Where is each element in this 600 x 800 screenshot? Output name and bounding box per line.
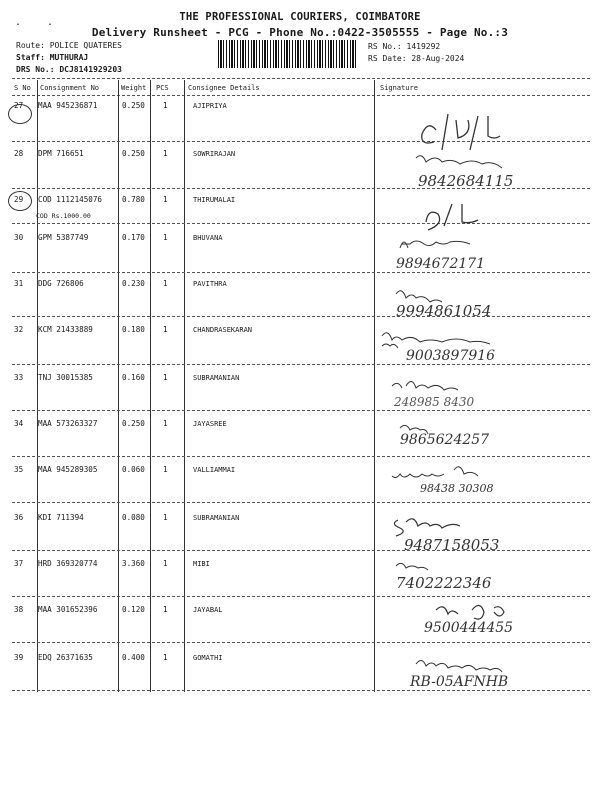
row-weight: 0.170 [122, 233, 145, 242]
svg-text:RB-05AFNHB: RB-05AFNHB [410, 674, 509, 690]
row-weight: 0.230 [122, 279, 145, 288]
route-text: Route: POLICE QUATERES [16, 41, 122, 50]
runsheet-subtitle: Delivery Runsheet - PCG - Phone No.:0422-3505555 - Page No.:3 [91, 26, 509, 39]
row-weight: 0.120 [122, 605, 145, 614]
row-pcs: 1 [163, 149, 168, 158]
row-consignment-no: EDQ 26371635 [38, 653, 93, 662]
row-consignment-no: MAA 573263327 [38, 419, 98, 428]
row-consignment-no: MAA 301652396 [38, 605, 98, 614]
row-pcs: 1 [163, 513, 168, 522]
row-pcs: 1 [163, 465, 168, 474]
col-divider [118, 80, 119, 692]
row-weight: 0.250 [122, 101, 145, 110]
row-sno: 36 [14, 513, 24, 522]
row-sno: 35 [14, 465, 24, 474]
col-sno-header: S No [14, 84, 31, 92]
svg-text:C/D/L: C/D/L [416, 158, 420, 159]
svg-text:9500444455: 9500444455 [424, 620, 514, 636]
svg-text:9487158053: 9487158053 [404, 536, 500, 554]
row-pcs: 1 [163, 419, 168, 428]
row-sno: 32 [14, 325, 24, 334]
row-cod-amount: COD Rs.1000.00 [36, 212, 91, 220]
svg-text:D/L: D/L [416, 248, 418, 249]
row-sno: 39 [14, 653, 24, 662]
row-consignment-no: HRD 369320774 [38, 559, 98, 568]
row-sno: 28 [14, 149, 24, 158]
row-pcs: 1 [163, 195, 168, 204]
row-weight: 0.060 [122, 465, 145, 474]
barcode-image [218, 40, 358, 68]
row-weight: 0.780 [122, 195, 145, 204]
scan-speck: . [15, 17, 22, 28]
row-pcs: 1 [163, 653, 168, 662]
row-consignee: VALLIAMMAI [193, 466, 236, 474]
col-pcs-header: PCS [156, 84, 169, 92]
row-sno: 30 [14, 233, 24, 242]
staff-text: Staff: MUTHURAJ [16, 53, 89, 62]
scan-speck: . [47, 17, 54, 28]
svg-text:7402222346: 7402222346 [396, 574, 492, 592]
row-consignment-no: KCM 21433889 [38, 325, 93, 334]
row-consignee: MIBI [193, 560, 210, 568]
row-consignee: JAYABAL [193, 606, 223, 614]
rs-number: RS No.: 1419292 [368, 42, 441, 51]
row-weight: 0.080 [122, 513, 145, 522]
row-weight: 0.400 [122, 653, 145, 662]
col-signature-header: Signature [380, 84, 418, 92]
col-divider [374, 80, 375, 692]
row-sno: 38 [14, 605, 24, 614]
rs-date: RS Date: 28-Aug-2024 [368, 54, 465, 63]
row-consignee: CHANDRASEKARAN [193, 326, 253, 334]
col-divider [184, 80, 185, 692]
row-consignment-no: KDI 711394 [38, 513, 84, 522]
row-consignee: SUBRAMANIAN [193, 514, 240, 522]
col-divider [150, 80, 151, 692]
row-pcs: 1 [163, 325, 168, 334]
row-consignment-no: DDG 726806 [38, 279, 84, 288]
row-consignment-no: MAA 945289305 [38, 465, 98, 474]
row-consignee: AJIPRIYA [193, 102, 227, 110]
svg-text:9865624257: 9865624257 [400, 432, 490, 448]
signature-row-39 [376, 648, 590, 712]
row-pcs: 1 [163, 605, 168, 614]
row-weight: 0.180 [122, 325, 145, 334]
row-pcs: 1 [163, 101, 168, 110]
svg-text:9994861054: 9994861054 [396, 302, 492, 320]
row-consignee: THIRUMALAI [193, 196, 236, 204]
row-weight: 0.250 [122, 419, 145, 428]
row-consignee: BHUVANA [193, 234, 223, 242]
row-consignment-no: TNJ 30015385 [38, 373, 93, 382]
row-weight: 3.360 [122, 559, 145, 568]
svg-text:98438 30308: 98438 30308 [420, 482, 494, 495]
row-sno: 33 [14, 373, 24, 382]
row-consignment-no: GPM 5387749 [38, 233, 89, 242]
row-sno: 31 [14, 279, 24, 288]
row-weight: 0.160 [122, 373, 145, 382]
row-pcs: 1 [163, 559, 168, 568]
row-consignee: SUBRAMANIAN [193, 374, 240, 382]
svg-text:9842684115: 9842684115 [418, 172, 514, 190]
row-weight: 0.250 [122, 149, 145, 158]
row-sno: 37 [14, 559, 24, 568]
drs-number: DRS No.: DCJ8141929203 [16, 65, 122, 74]
row-consignee: JAYASREE [193, 420, 227, 428]
row-sno: 27 [14, 101, 24, 110]
row-consignment-no: COD 1112145076 [38, 195, 103, 204]
row-consignee: SOWRIRAJAN [193, 150, 236, 158]
company-title: THE PROFESSIONAL COURIERS, COIMBATORE [179, 11, 421, 23]
row-pcs: 1 [163, 233, 168, 242]
header-rule-top [12, 78, 590, 79]
row-consignment-no: DPM 716651 [38, 149, 84, 158]
svg-text:9003897916: 9003897916 [406, 348, 496, 364]
handwritten-signature [376, 648, 590, 708]
col-divider [37, 80, 38, 692]
row-sno: 29 [14, 195, 24, 204]
svg-text:9894672171: 9894672171 [396, 256, 486, 272]
row-pcs: 1 [163, 373, 168, 382]
col-consignment-header: Consignment No [40, 84, 100, 92]
col-weight-header: Weight [121, 84, 147, 92]
handwritten-signature [376, 228, 590, 288]
header-rule-bottom [12, 95, 590, 96]
row-consignee: GOMATHI [193, 654, 223, 662]
row-consignee: PAVITHRA [193, 280, 227, 288]
row-pcs: 1 [163, 279, 168, 288]
svg-text:248985 8430: 248985 8430 [394, 395, 475, 409]
col-consignee-header: Consignee Details [188, 84, 260, 92]
row-consignment-no: MAA 945236871 [38, 101, 98, 110]
row-sno: 34 [14, 419, 24, 428]
